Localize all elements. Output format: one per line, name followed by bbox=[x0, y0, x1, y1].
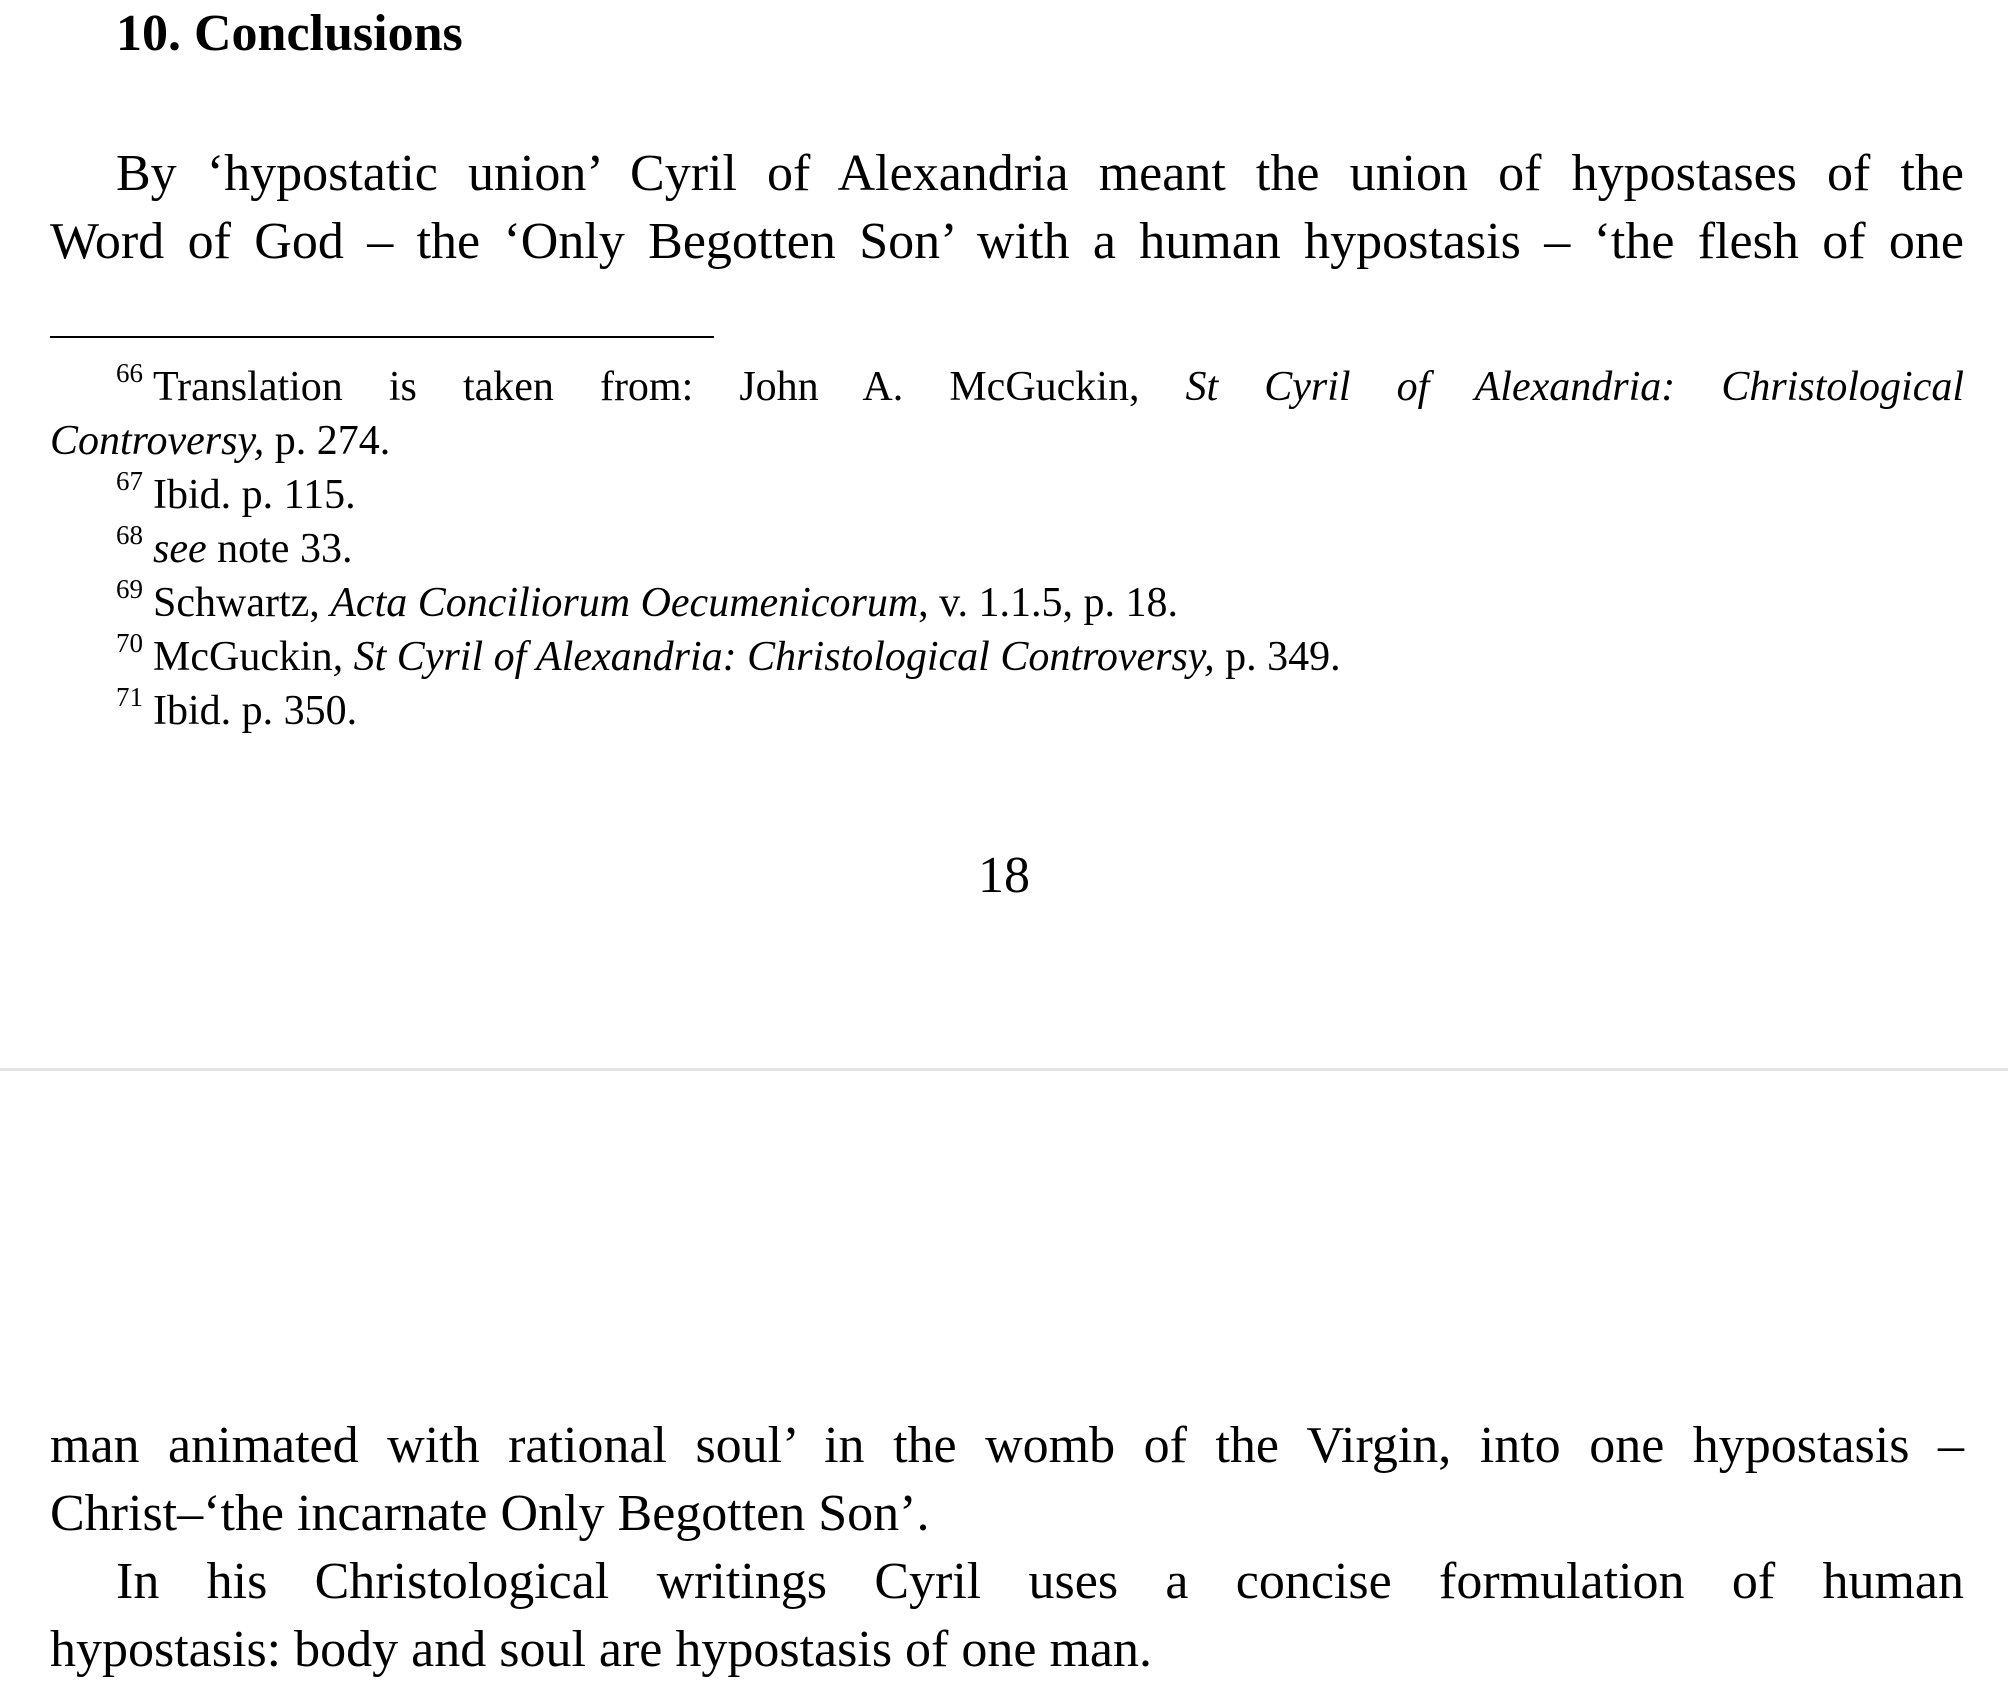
footnote-text: Ibid. p. 115. bbox=[153, 472, 356, 518]
footnote-italic: see bbox=[153, 526, 207, 572]
footnotes-block bbox=[50, 360, 1964, 738]
text-line: In his Christological writings Cyril uses a concise formulation of human bbox=[116, 1553, 1964, 1610]
footnote-text: p. 349. bbox=[1214, 634, 1341, 680]
footnote-number: 66 bbox=[116, 358, 143, 388]
footnote-66 bbox=[50, 360, 1964, 414]
conclusion-paragraph-continued bbox=[50, 1412, 1964, 1684]
footnote-separator bbox=[50, 336, 714, 338]
footnote-71 bbox=[50, 684, 1964, 738]
page-number: 18 bbox=[978, 847, 1030, 904]
footnote-text: p. 274. bbox=[264, 418, 391, 464]
footnote-67 bbox=[50, 468, 1964, 522]
footnote-text: McGuckin bbox=[153, 634, 333, 680]
conclusion-paragraph-start bbox=[50, 140, 1964, 276]
footnote-66-continued bbox=[50, 414, 1964, 468]
text-line: hypostasis: body and soul are hypostasis of one man. bbox=[50, 1621, 1152, 1678]
footnote-text: note 33. bbox=[206, 526, 353, 572]
text-line: man animated with rational soul’ in the womb of the Virgin, into one hypostasis – bbox=[50, 1417, 1964, 1474]
footnote-title: Acta Conciliorum Oecumenicorum bbox=[330, 580, 919, 626]
footnote-text: Translation is taken from: John A. McGuckin, bbox=[153, 364, 1186, 410]
footnote-number: 71 bbox=[116, 682, 143, 712]
footnote-68 bbox=[50, 522, 1964, 576]
footnote-text: Ibid. p. 350. bbox=[153, 688, 358, 734]
footnote-number: 68 bbox=[116, 520, 143, 550]
footnote-number: 70 bbox=[116, 628, 143, 658]
text-line: Christ–‘the incarnate Only Begotten Son’. bbox=[50, 1485, 930, 1542]
footnote-title: Controversy, bbox=[50, 418, 265, 464]
text-line: Word of God – the ‘Only Begotten Son’ with a human hypostasis – ‘the flesh of one bbox=[50, 213, 1964, 270]
section-heading: 10. Conclusions bbox=[116, 5, 463, 62]
footnote-text: , v. 1.1.5, p. 18. bbox=[918, 580, 1178, 626]
footnote-70 bbox=[50, 630, 1964, 684]
footnote-69 bbox=[50, 576, 1964, 630]
footnote-number: 67 bbox=[116, 466, 143, 496]
text-line: By ‘hypostatic union’ Cyril of Alexandria meant the union of hypostases of the bbox=[116, 145, 1964, 202]
footnote-title: , St Cyril of Alexandria: Christological Controversy, bbox=[332, 634, 1215, 680]
footnote-number: 69 bbox=[116, 574, 143, 604]
document-page-19 bbox=[0, 1071, 2008, 1690]
footnote-title: St Cyril of Alexandria: Christological bbox=[1185, 364, 1965, 410]
footnote-text: Schwartz, bbox=[153, 580, 331, 626]
